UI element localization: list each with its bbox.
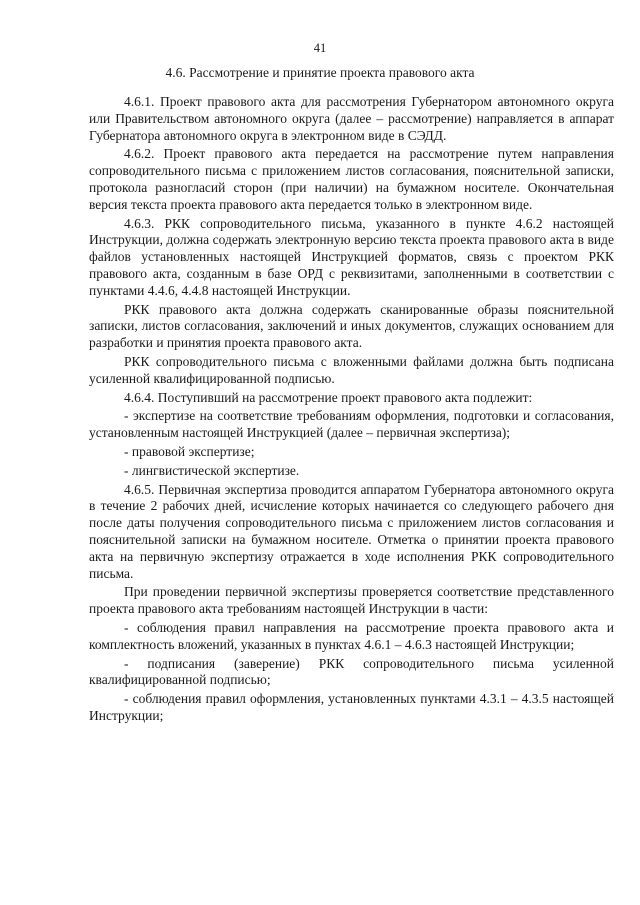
list-item: - соблюдения правил направления на рассмотрение проекта правового акта и комплектность вложений, указанных в пунктах 4.6.1 – 4.6.3 настоящей Инструкции; — [89, 619, 614, 652]
list-item: - подписания (заверение) РКК сопроводительного письма усиленной квалифицированной подписью; — [89, 655, 614, 688]
paragraph: РКК сопроводительного письма с вложенными файлами должна быть подписана усиленной квалифицированной подписью. — [89, 353, 614, 386]
section-title: 4.6. Рассмотрение и принятие проекта правового акта — [165, 65, 475, 80]
paragraph: 4.6.5. Первичная экспертиза проводится аппаратом Губернатора автономного округа в течение 2 рабочих дней, исчисление которых начинается со следующего рабочего дня после даты получения сопроводительного письма с приложением листов согласования и пояснительной записки на бумажном носителе. Отметка о принятии проекта правового акта на первичную экспертизу отражается в ходе исполнения РКК сопроводительного письма. — [89, 481, 614, 581]
paragraph: 4.6.3. РКК сопроводительного письма, указанного в пункте 4.6.2 настоящей Инструкции, должна содержать электронную версию текста проекта правового акта в виде файлов установленных настоящей Инструкцией форматов, связь с проектом РКК правового акта, созданным в базе ОРД с реквизитами, заполненными в соответствии с пунктами 4.4.6, 4.4.8 настоящей Инструкции. — [89, 215, 614, 298]
list-item: - лингвистической экспертизе. — [124, 462, 300, 478]
paragraph: РКК правового акта должна содержать сканированные образы пояснительной записки, листов согласования, заключений и иных документов, служащих основанием для разработки и принятия проекта правового акта. — [89, 301, 614, 351]
paragraph: 4.6.1. Проект правового акта для рассмотрения Губернатором автономного округа или Правительством автономного округа (далее – рассмотрение) направляется в аппарат Губернатора автономного округа в электронном виде в СЭДД. — [89, 94, 614, 143]
page-number: 41 — [313, 41, 327, 55]
list-item: - правовой экспертизе; — [124, 443, 255, 459]
document-body — [89, 94, 614, 725]
list-item: - экспертизе на соответствие требованиям оформления, подготовки и согласования, установленным настоящей Инструкцией (далее – первичная экспертиза); — [89, 408, 614, 441]
list-item: - соблюдения правил оформления, установленных пунктами 4.3.1 – 4.3.5 настоящей Инструкции; — [89, 691, 614, 723]
paragraph: При проведении первичной экспертизы проверяется соответствие представленного проекта правового акта требованиям настоящей Инструкции в части: — [89, 584, 614, 617]
paragraph: 4.6.2. Проект правового акта передается на рассмотрение путем направления сопроводительного письма с приложением листов согласования, пояснительной записки, протокола разногласий сторон (при наличии) на бумажном носителе. Окончательная версия текста проекта правового акта передается только в электронном виде. — [89, 146, 614, 212]
paragraph: 4.6.4. Поступивший на рассмотрение проект правового акта подлежит: — [124, 389, 533, 405]
